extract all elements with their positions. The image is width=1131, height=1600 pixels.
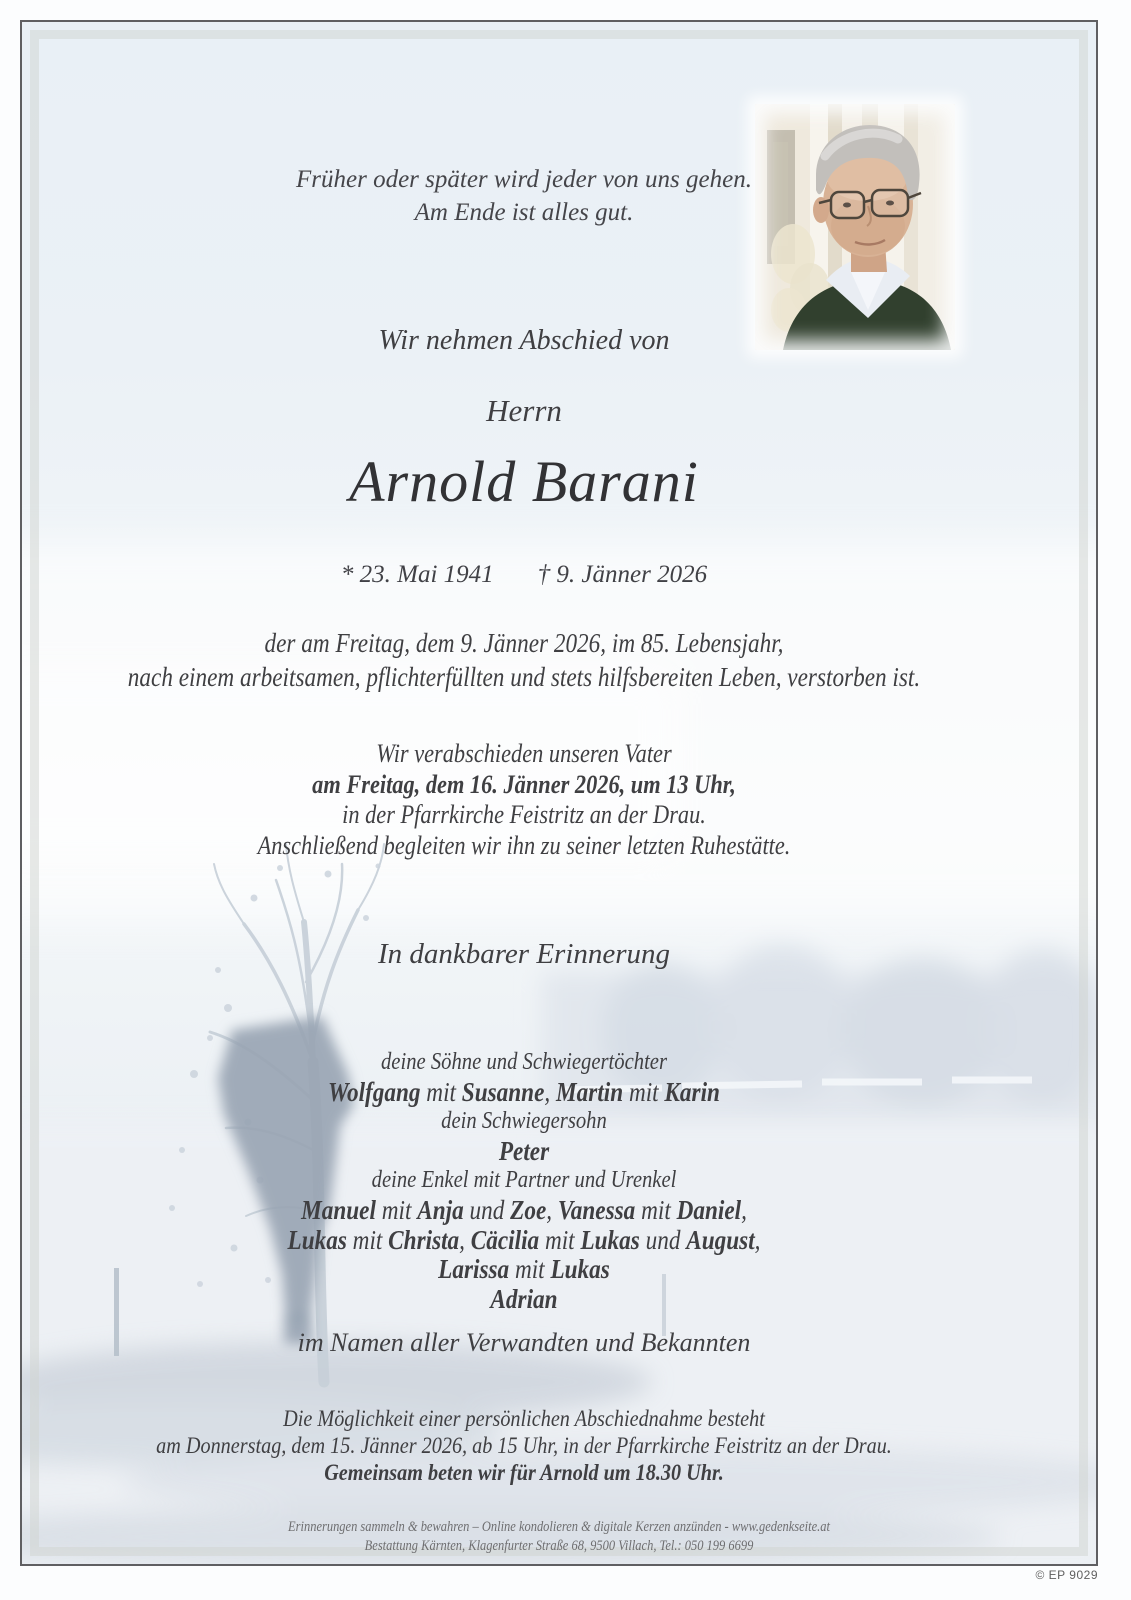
remembrance-title: In dankbarer Erinnerung [377,938,671,970]
family-line: deine Söhne und Schwiegertöchter [380,1049,668,1075]
viewing-line: Die Möglichkeit einer persönlichen Abschiednahme besteht [283,1406,765,1432]
family-line: Manuel mit Anja und Zoe, Vanessa mit Daniel, [301,1194,747,1225]
footer-line: Erinnerungen sammeln & bewahren – Online kondolieren & digitale Kerzen anzünden - www.gedenkseite.at [288,1519,830,1535]
obituary-text [22,626,1026,694]
funeral-home-footer [22,1518,1096,1556]
birth-date: * 23. Mai 1941 [340,561,494,588]
footer-line: Bestattung Kärnten, Klagenfurter Straße 68, 9500 Villach, Tel.: 050 199 6699 [364,1538,754,1554]
salutation: Herrn [486,393,562,428]
family-line: deine Enkel mit Partner und Urenkel [371,1167,677,1194]
family-line: Peter [498,1135,550,1166]
death-date: † 9. Jänner 2026 [537,561,708,588]
funeral-church-line: in der Pfarrkirche Feistritz an der Drau. [342,800,706,829]
viewing-details [22,1406,1026,1487]
funeral-details [22,739,1026,861]
prayer-line: Gemeinsam beten wir für Arnold um 18.30 Uhr. [324,1460,724,1486]
family-line: dein Schwiegersohn [441,1108,607,1135]
opening-quote [22,163,1026,229]
obituary-card [20,20,1098,1566]
farewell-intro: Wir nehmen Abschied von [378,325,670,356]
obituary-line: nach einem arbeitsamen, pflichterfüllten und stets hilfsbereiten Leben, verstorben ist. [127,662,921,692]
obituary-line: der am Freitag, dem 9. Jänner 2026, im 85. Lebensjahr, [264,628,784,658]
family-list [22,1048,1026,1314]
funeral-line: Wir verabschieden unseren Vater [376,739,672,768]
family-line: Wolfgang mit Susanne, Martin mit Karin [328,1076,720,1107]
family-line: Lukas mit Christa, Cäcilia mit Lukas und August, [287,1224,761,1255]
print-code: © EP 9029 [1035,1568,1098,1582]
deceased-name: Arnold Barani [349,449,699,514]
closing-line: im Namen aller Verwandten und Bekannten [297,1328,751,1357]
viewing-line: am Donnerstag, dem 15. Jänner 2026, ab 15 Uhr, in der Pfarrkirche Feistritz an der Drau. [156,1433,892,1459]
quote-line: Früher oder später wird jeder von uns gehen. [296,166,752,193]
family-line: Adrian [490,1283,558,1314]
life-dates [22,561,1026,589]
funeral-date-line: am Freitag, dem 16. Jänner 2026, um 13 Uhr, [312,769,736,799]
quote-line: Am Ende ist alles gut. [414,199,634,226]
family-line: Larissa mit Lukas [438,1254,610,1285]
funeral-line: Anschließend begleiten wir ihn zu seiner letzten Ruhestätte. [257,830,791,860]
